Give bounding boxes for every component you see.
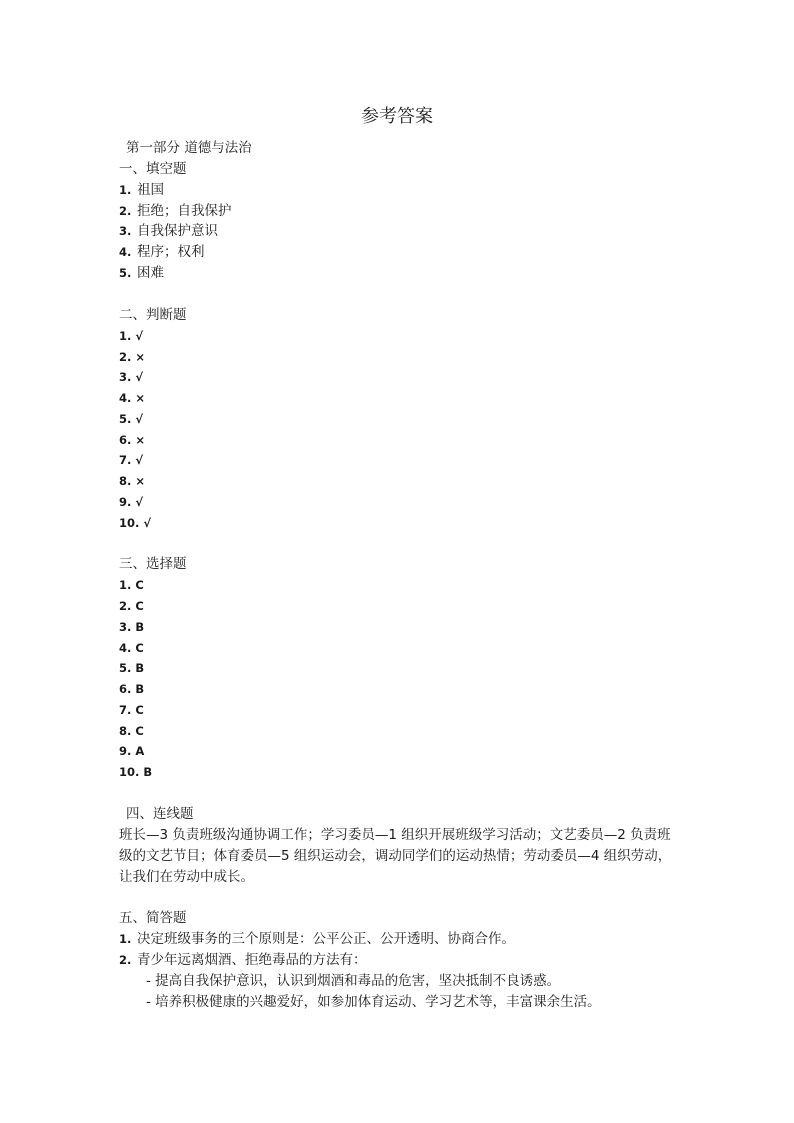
short-item-text: 青少年远离烟酒、拒绝毒品的方法有： <box>137 952 367 968</box>
judge-item: 6. × <box>119 433 146 447</box>
fill-item-num: 2. <box>119 204 132 218</box>
choice-item: 10. B <box>119 765 153 779</box>
short-subitem: - 培养积极健康的兴趣爱好，如参加体育运动、学习艺术等，丰富课余生活。 <box>146 994 601 1010</box>
choice-item: 8. C <box>119 724 144 738</box>
judge-item: 9. √ <box>119 495 144 509</box>
match-line: 让我们在劳动中成长。 <box>119 869 254 885</box>
choice-heading: 三、选择题 <box>119 556 187 572</box>
fill-item <box>119 202 232 220</box>
match-line: 级的文艺节目；体育委员—5 组织运动会，调动同学们的运动热情；劳动委员—4 组织劳动， <box>119 848 672 864</box>
fill-item-num: 1. <box>119 183 132 197</box>
short-item <box>119 930 515 948</box>
short-item-num: 1. <box>119 932 132 946</box>
judge-item: 8. × <box>119 474 146 488</box>
part-heading: 第一部分 道德与法治 <box>126 140 252 156</box>
fill-item <box>119 243 205 261</box>
fill-item-text: 程序；权利 <box>137 244 205 260</box>
judge-item: 5. √ <box>119 412 144 426</box>
judge-item: 7. √ <box>119 453 144 467</box>
page-title: 参考答案 <box>361 106 433 127</box>
match-heading: 四、连线题 <box>126 806 194 822</box>
fill-item-text: 困难 <box>137 265 164 281</box>
short-item <box>119 951 367 969</box>
fill-item-num: 4. <box>119 245 132 259</box>
judge-item: 2. × <box>119 350 146 364</box>
choice-item: 3. B <box>119 620 145 634</box>
short-heading: 五、简答题 <box>119 910 187 926</box>
choice-item: 5. B <box>119 661 145 675</box>
fill-item-num: 3. <box>119 224 132 238</box>
fill-item-text: 自我保护意识 <box>137 223 218 239</box>
choice-item: 1. C <box>119 578 144 592</box>
judge-item: 4. × <box>119 391 146 405</box>
choice-item: 6. B <box>119 682 145 696</box>
fill-heading: 一、填空题 <box>119 161 187 177</box>
judge-item: 10. √ <box>119 516 152 530</box>
judge-item: 3. √ <box>119 370 144 384</box>
fill-item-text: 拒绝；自我保护 <box>137 203 232 219</box>
fill-item <box>119 222 218 240</box>
fill-item <box>119 181 164 199</box>
short-subitem: - 提高自我保护意识，认识到烟酒和毒品的危害，坚决抵制不良诱惑。 <box>146 973 561 989</box>
choice-item: 4. C <box>119 641 144 655</box>
judge-item: 1. √ <box>119 329 144 343</box>
fill-item <box>119 264 164 282</box>
short-item-text: 决定班级事务的三个原则是：公平公正、公开透明、协商合作。 <box>137 931 515 947</box>
match-line: 班长—3 负责班级沟通协调工作；学习委员—1 组织开展班级学习活动；文艺委员—2 负责班 <box>119 827 671 843</box>
choice-item: 7. C <box>119 703 144 717</box>
judge-heading: 二、判断题 <box>119 307 187 323</box>
fill-item-num: 5. <box>119 266 132 280</box>
choice-item: 9. A <box>119 744 145 758</box>
choice-item: 2. C <box>119 599 144 613</box>
short-item-num: 2. <box>119 953 132 967</box>
fill-item-text: 祖国 <box>137 182 164 198</box>
